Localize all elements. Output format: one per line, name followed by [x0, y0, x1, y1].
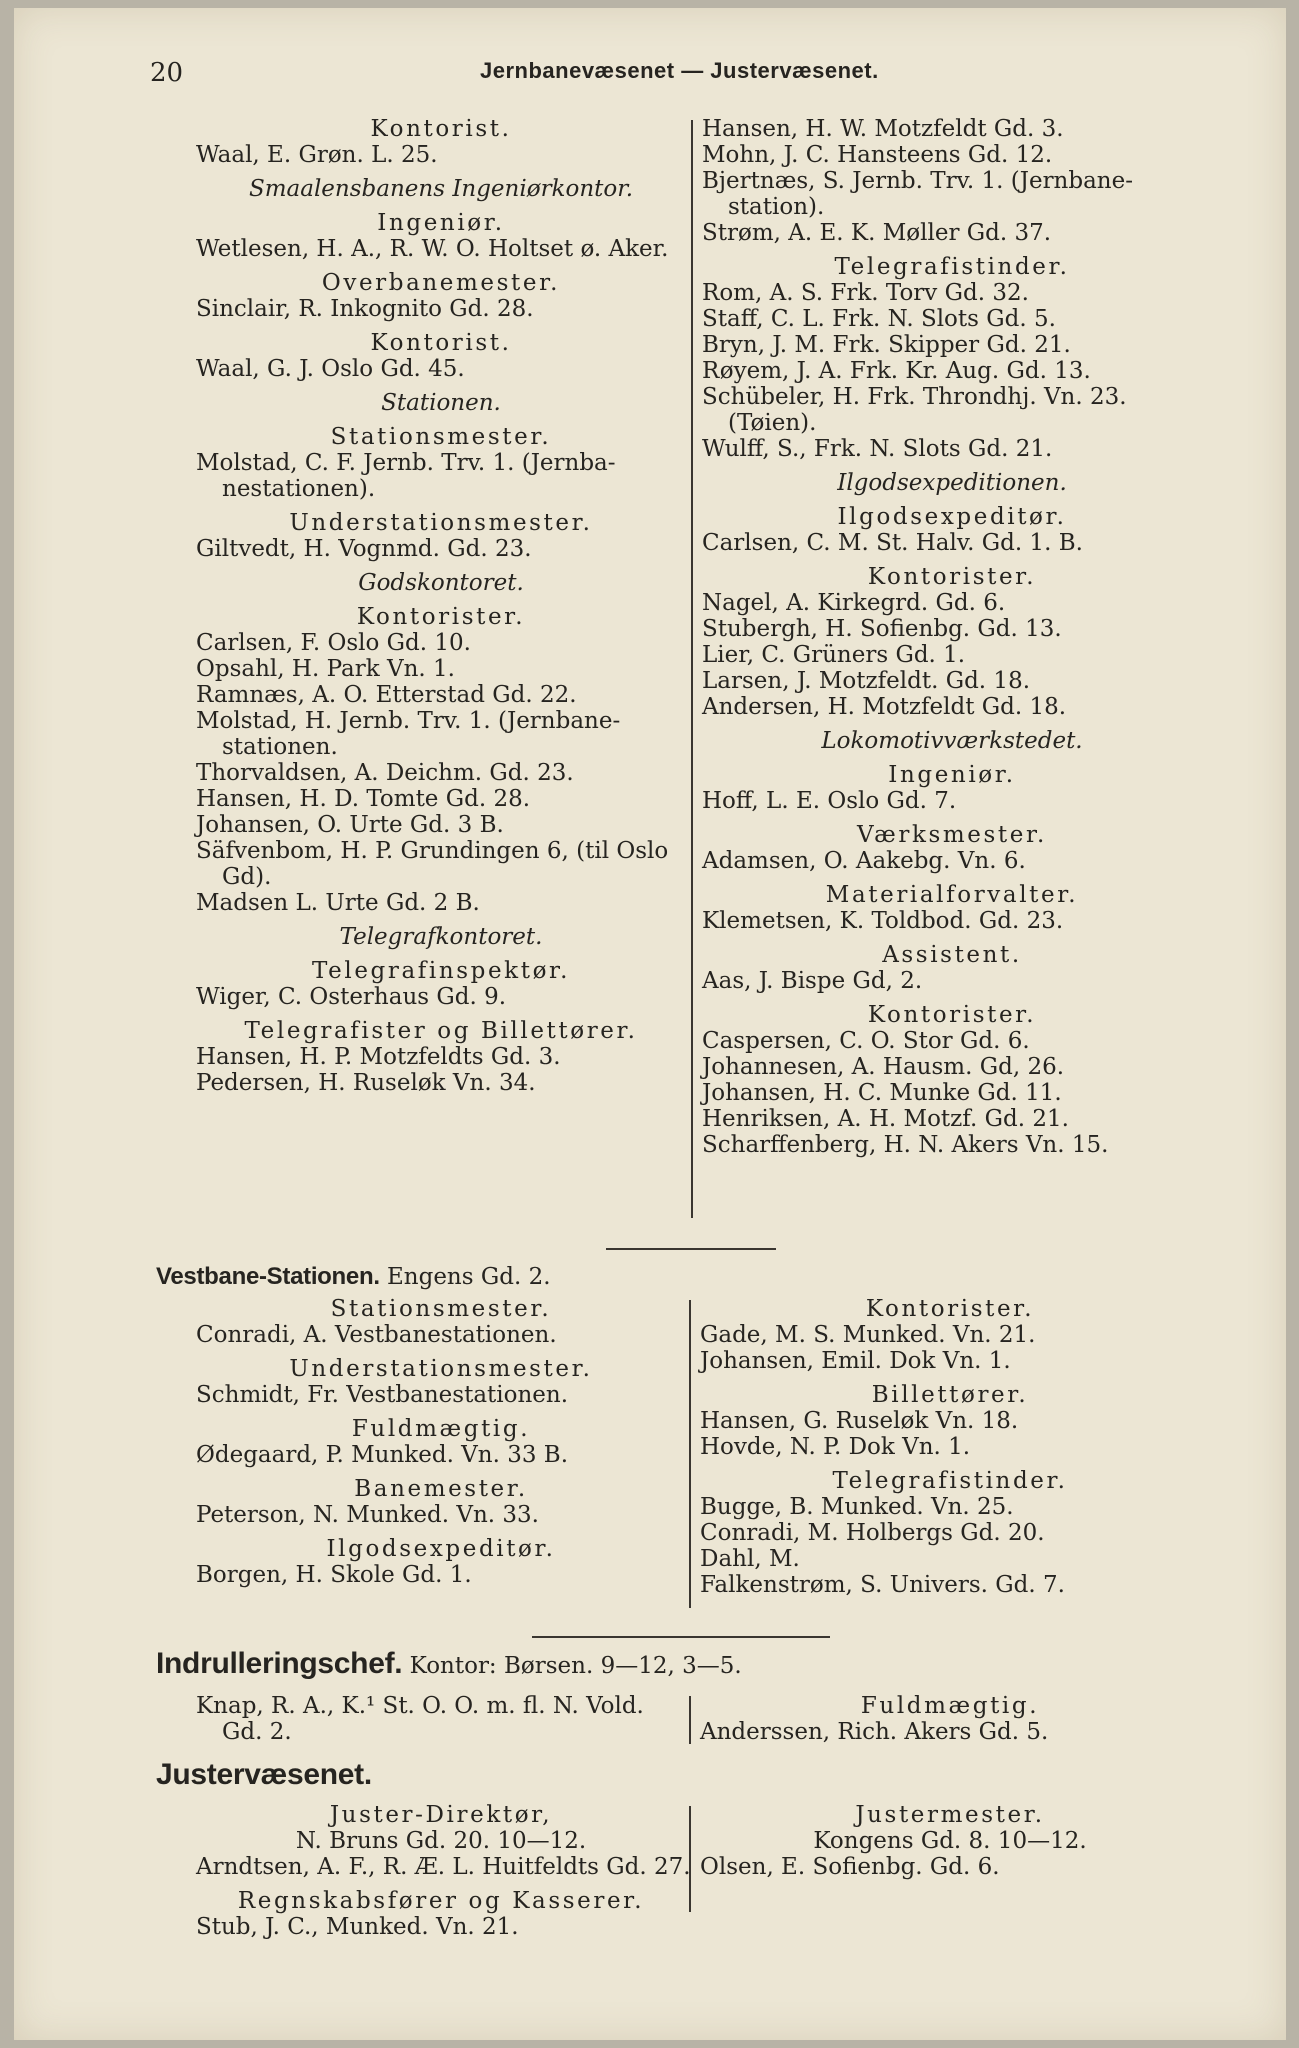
section-title: Telegrafistinder.	[832, 1468, 1068, 1494]
entry-continuation: nestationen).	[222, 476, 376, 502]
entry-continuation: (Tøien).	[728, 410, 817, 436]
indrullering-left-column	[196, 1693, 686, 1745]
juster-heading-title: Justervæsenet.	[156, 1758, 372, 1791]
vestbane-heading-title: Vestbane-Stationen.	[156, 1263, 380, 1290]
vestbane-heading-address: Engens Gd. 2.	[387, 1264, 551, 1290]
office-address: N. Bruns Gd. 20. 10—12.	[295, 1828, 587, 1854]
section-title: Ilgodsexpeditør.	[326, 1536, 556, 1562]
indrullering-heading-office: Kontor: Børsen. 9—12, 3—5.	[409, 1653, 742, 1679]
directory-entry: Säfvenbom, H. P. Grundingen 6, (til Oslo	[196, 838, 669, 864]
section-title: Ingeniør.	[377, 210, 505, 236]
indrullering-heading-title: Indrulleringschef.	[156, 1647, 403, 1680]
vestbane-right-column	[700, 1296, 1200, 1598]
directory-entry: Johansen, Emil. Dok Vn. 1.	[700, 1348, 1011, 1374]
directory-entry: Staff, C. L. Frk. N. Slots Gd. 5.	[702, 306, 1056, 332]
subdivision-heading: Godskontoret.	[358, 570, 524, 596]
directory-entry: Schübeler, H. Frk. Throndhj. Vn. 23.	[702, 384, 1127, 410]
section-title: Banemester.	[354, 1476, 528, 1502]
directory-entry: Lier, C. Grüners Gd. 1.	[702, 642, 966, 668]
directory-entry: Pedersen, H. Ruseløk Vn. 34.	[196, 1070, 536, 1096]
juster-column-rule	[689, 1806, 691, 1912]
page-number: 20	[150, 58, 184, 88]
directory-entry: Strøm, A. E. K. Møller Gd. 37.	[702, 220, 1052, 246]
section-title: Kontorister.	[356, 604, 526, 630]
subdivision-heading: Telegrafkontoret.	[339, 924, 543, 950]
indrullering-column-rule	[689, 1696, 691, 1744]
directory-entry: Arndtsen, A. F., R. Æ. L. Huitfeldts Gd. 27.	[196, 1854, 691, 1880]
directory-entry: Stubergh, H. Sofienbg. Gd. 13.	[702, 616, 1062, 642]
section-title: Understationsmester.	[289, 510, 593, 536]
directory-entry: Molstad, C. F. Jernb. Trv. 1. (Jernba-	[196, 450, 616, 476]
directory-entry: Andersen, H. Motzfeldt Gd. 18.	[702, 694, 1067, 720]
section-title: Ingeniør.	[888, 762, 1016, 788]
directory-entry: Rom, A. S. Frk. Torv Gd. 32.	[702, 280, 1029, 306]
directory-entry: Molstad, H. Jernb. Trv. 1. (Jernbane-	[196, 708, 621, 734]
juster-right-column	[700, 1802, 1200, 1880]
section-title: Regnskabsfører og Kasserer.	[237, 1888, 645, 1914]
directory-entry: Ødegaard, P. Munked. Vn. 33 B.	[196, 1442, 569, 1468]
entry-continuation: Gd. 2.	[222, 1719, 292, 1745]
directory-entry: Carlsen, F. Oslo Gd. 10.	[196, 630, 471, 656]
directory-entry: Dahl, M.	[700, 1546, 800, 1572]
subdivision-heading: Stationen.	[381, 390, 501, 416]
directory-entry: Conradi, A. Vestbanestationen.	[196, 1322, 557, 1348]
directory-entry: Hansen, G. Ruseløk Vn. 18.	[700, 1408, 1019, 1434]
directory-entry: Mohn, J. C. Hansteens Gd. 12.	[702, 142, 1053, 168]
directory-entry: Bugge, B. Munked. Vn. 25.	[700, 1494, 1014, 1520]
section-divider	[606, 1248, 776, 1250]
directory-entry: Hansen, H. P. Motzfeldts Gd. 3.	[196, 1044, 561, 1070]
directory-entry: Thorvaldsen, A. Deichm. Gd. 23.	[196, 760, 574, 786]
directory-entry: Caspersen, C. O. Stor Gd. 6.	[702, 1028, 1030, 1054]
directory-entry: Stub, J. C., Munked. Vn. 21.	[196, 1914, 519, 1940]
directory-entry: Wiger, C. Osterhaus Gd. 9.	[196, 984, 507, 1010]
section-title: Værksmester.	[857, 822, 1047, 848]
directory-entry: Conradi, M. Holbergs Gd. 20.	[700, 1520, 1045, 1546]
directory-entry: Wetlesen, H. A., R. W. O. Holtset ø. Aker.	[196, 236, 669, 262]
vestbane-heading	[156, 1264, 551, 1290]
directory-entry: Waal, G. J. Oslo Gd. 45.	[196, 356, 465, 382]
section-title: Ilgodsexpeditør.	[837, 504, 1067, 530]
directory-entry: Hansen, H. W. Motzfeldt Gd. 3.	[702, 116, 1064, 142]
entry-continuation: stationen.	[222, 734, 338, 760]
section-title: Kontorister.	[867, 1002, 1037, 1028]
section-title: Juster-Direktør,	[329, 1802, 553, 1828]
directory-entry: Schmidt, Fr. Vestbanestationen.	[196, 1382, 569, 1408]
subdivision-heading: Ilgodsexpeditionen.	[837, 470, 1067, 496]
directory-entry: Olsen, E. Sofienbg. Gd. 6.	[700, 1854, 1000, 1880]
vestbane-column-rule	[689, 1300, 691, 1608]
directory-entry: Klemetsen, K. Toldbod. Gd. 23.	[702, 908, 1064, 934]
directory-entry: Wulff, S., Frk. N. Slots Gd. 21.	[702, 436, 1053, 462]
section-title: Kontorist.	[370, 116, 512, 142]
juster-heading	[156, 1758, 372, 1791]
directory-entry: Opsahl, H. Park Vn. 1.	[196, 656, 455, 682]
section-title: Billettører.	[871, 1382, 1029, 1408]
directory-entry: Madsen L. Urte Gd. 2 B.	[196, 890, 480, 916]
section-title: Kontorister.	[867, 564, 1037, 590]
directory-entry: Johansen, H. C. Munke Gd. 11.	[702, 1080, 1062, 1106]
directory-entry: Bjertnæs, S. Jernb. Trv. 1. (Jernbane-	[702, 168, 1134, 194]
section-title: Kontorist.	[370, 330, 512, 356]
section-title: Telegrafistinder.	[834, 254, 1070, 280]
directory-entry: Carlsen, C. M. St. Halv. Gd. 1. B.	[702, 530, 1083, 556]
section-title: Telegrafister og Billettører.	[244, 1018, 638, 1044]
directory-entry: Giltvedt, H. Vognmd. Gd. 23.	[196, 536, 532, 562]
section1-right-column	[702, 116, 1202, 1158]
directory-entry: Hoff, L. E. Oslo Gd. 7.	[702, 788, 957, 814]
entry-continuation: station).	[728, 194, 825, 220]
directory-entry: Borgen, H. Skole Gd. 1.	[196, 1562, 472, 1588]
directory-entry: Anderssen, Rich. Akers Gd. 5.	[700, 1719, 1049, 1745]
section1-column-rule	[691, 120, 693, 1218]
directory-entry: Ramnæs, A. O. Etterstad Gd. 22.	[196, 682, 577, 708]
subdivision-heading: Lokomotivværkstedet.	[821, 728, 1083, 754]
office-address: Kongens Gd. 8. 10—12.	[813, 1828, 1087, 1854]
entry-continuation: Gd).	[222, 864, 272, 890]
directory-entry: Johansen, O. Urte Gd. 3 B.	[196, 812, 504, 838]
section-title: Fuldmægtig.	[351, 1416, 531, 1442]
directory-entry: Sinclair, R. Inkognito Gd. 28.	[196, 296, 534, 322]
directory-entry: Knap, R. A., K.¹ St. O. O. m. fl. N. Vold.	[196, 1693, 644, 1719]
section-title: Telegrafinspektør.	[312, 958, 570, 984]
running-head: Jernbanevæsenet — Justervæsenet.	[480, 58, 879, 83]
directory-entry: Falkenstrøm, S. Univers. Gd. 7.	[700, 1572, 1065, 1598]
section1-left-column	[196, 116, 686, 1096]
directory-entry: Johannesen, A. Hausm. Gd, 26.	[702, 1054, 1065, 1080]
vestbane-left-column	[196, 1296, 686, 1588]
section-title: Assistent.	[882, 942, 1022, 968]
section-title: Stationsmester.	[330, 424, 552, 450]
directory-entry: Waal, E. Grøn. L. 25.	[196, 142, 438, 168]
directory-entry: Henriksen, A. H. Motzf. Gd. 21.	[702, 1106, 1069, 1132]
indrullering-right-column	[700, 1693, 1200, 1745]
directory-entry: Adamsen, O. Aakebg. Vn. 6.	[702, 848, 1026, 874]
section-divider-2	[532, 1636, 830, 1638]
directory-entry: Røyem, J. A. Frk. Kr. Aug. Gd. 13.	[702, 358, 1091, 384]
section-title: Justermester.	[855, 1802, 1045, 1828]
juster-left-column	[196, 1802, 691, 1940]
section-title: Kontorister.	[865, 1296, 1035, 1322]
directory-entry: Gade, M. S. Munked. Vn. 21.	[700, 1322, 1036, 1348]
directory-entry: Bryn, J. M. Frk. Skipper Gd. 21.	[702, 332, 1071, 358]
indrullering-heading	[156, 1647, 742, 1680]
page-header	[150, 58, 1240, 92]
directory-entry: Larsen, J. Motzfeldt. Gd. 18.	[702, 668, 1031, 694]
directory-entry: Hovde, N. P. Dok Vn. 1.	[700, 1434, 971, 1460]
section-title: Overbanemester.	[321, 270, 561, 296]
section-title: Understationsmester.	[289, 1356, 593, 1382]
section-title: Materialforvalter.	[825, 882, 1079, 908]
directory-entry: Hansen, H. D. Tomte Gd. 28.	[196, 786, 531, 812]
directory-entry: Nagel, A. Kirkegrd. Gd. 6.	[702, 590, 1006, 616]
directory-entry: Aas, J. Bispe Gd, 2.	[702, 968, 923, 994]
subdivision-heading: Smaalensbanens Ingeniørkontor.	[248, 176, 634, 202]
directory-entry: Peterson, N. Munked. Vn. 33.	[196, 1502, 539, 1528]
directory-entry: Scharffenberg, H. N. Akers Vn. 15.	[702, 1132, 1109, 1158]
section-title: Stationsmester.	[330, 1296, 552, 1322]
section-title: Fuldmægtig.	[860, 1693, 1040, 1719]
